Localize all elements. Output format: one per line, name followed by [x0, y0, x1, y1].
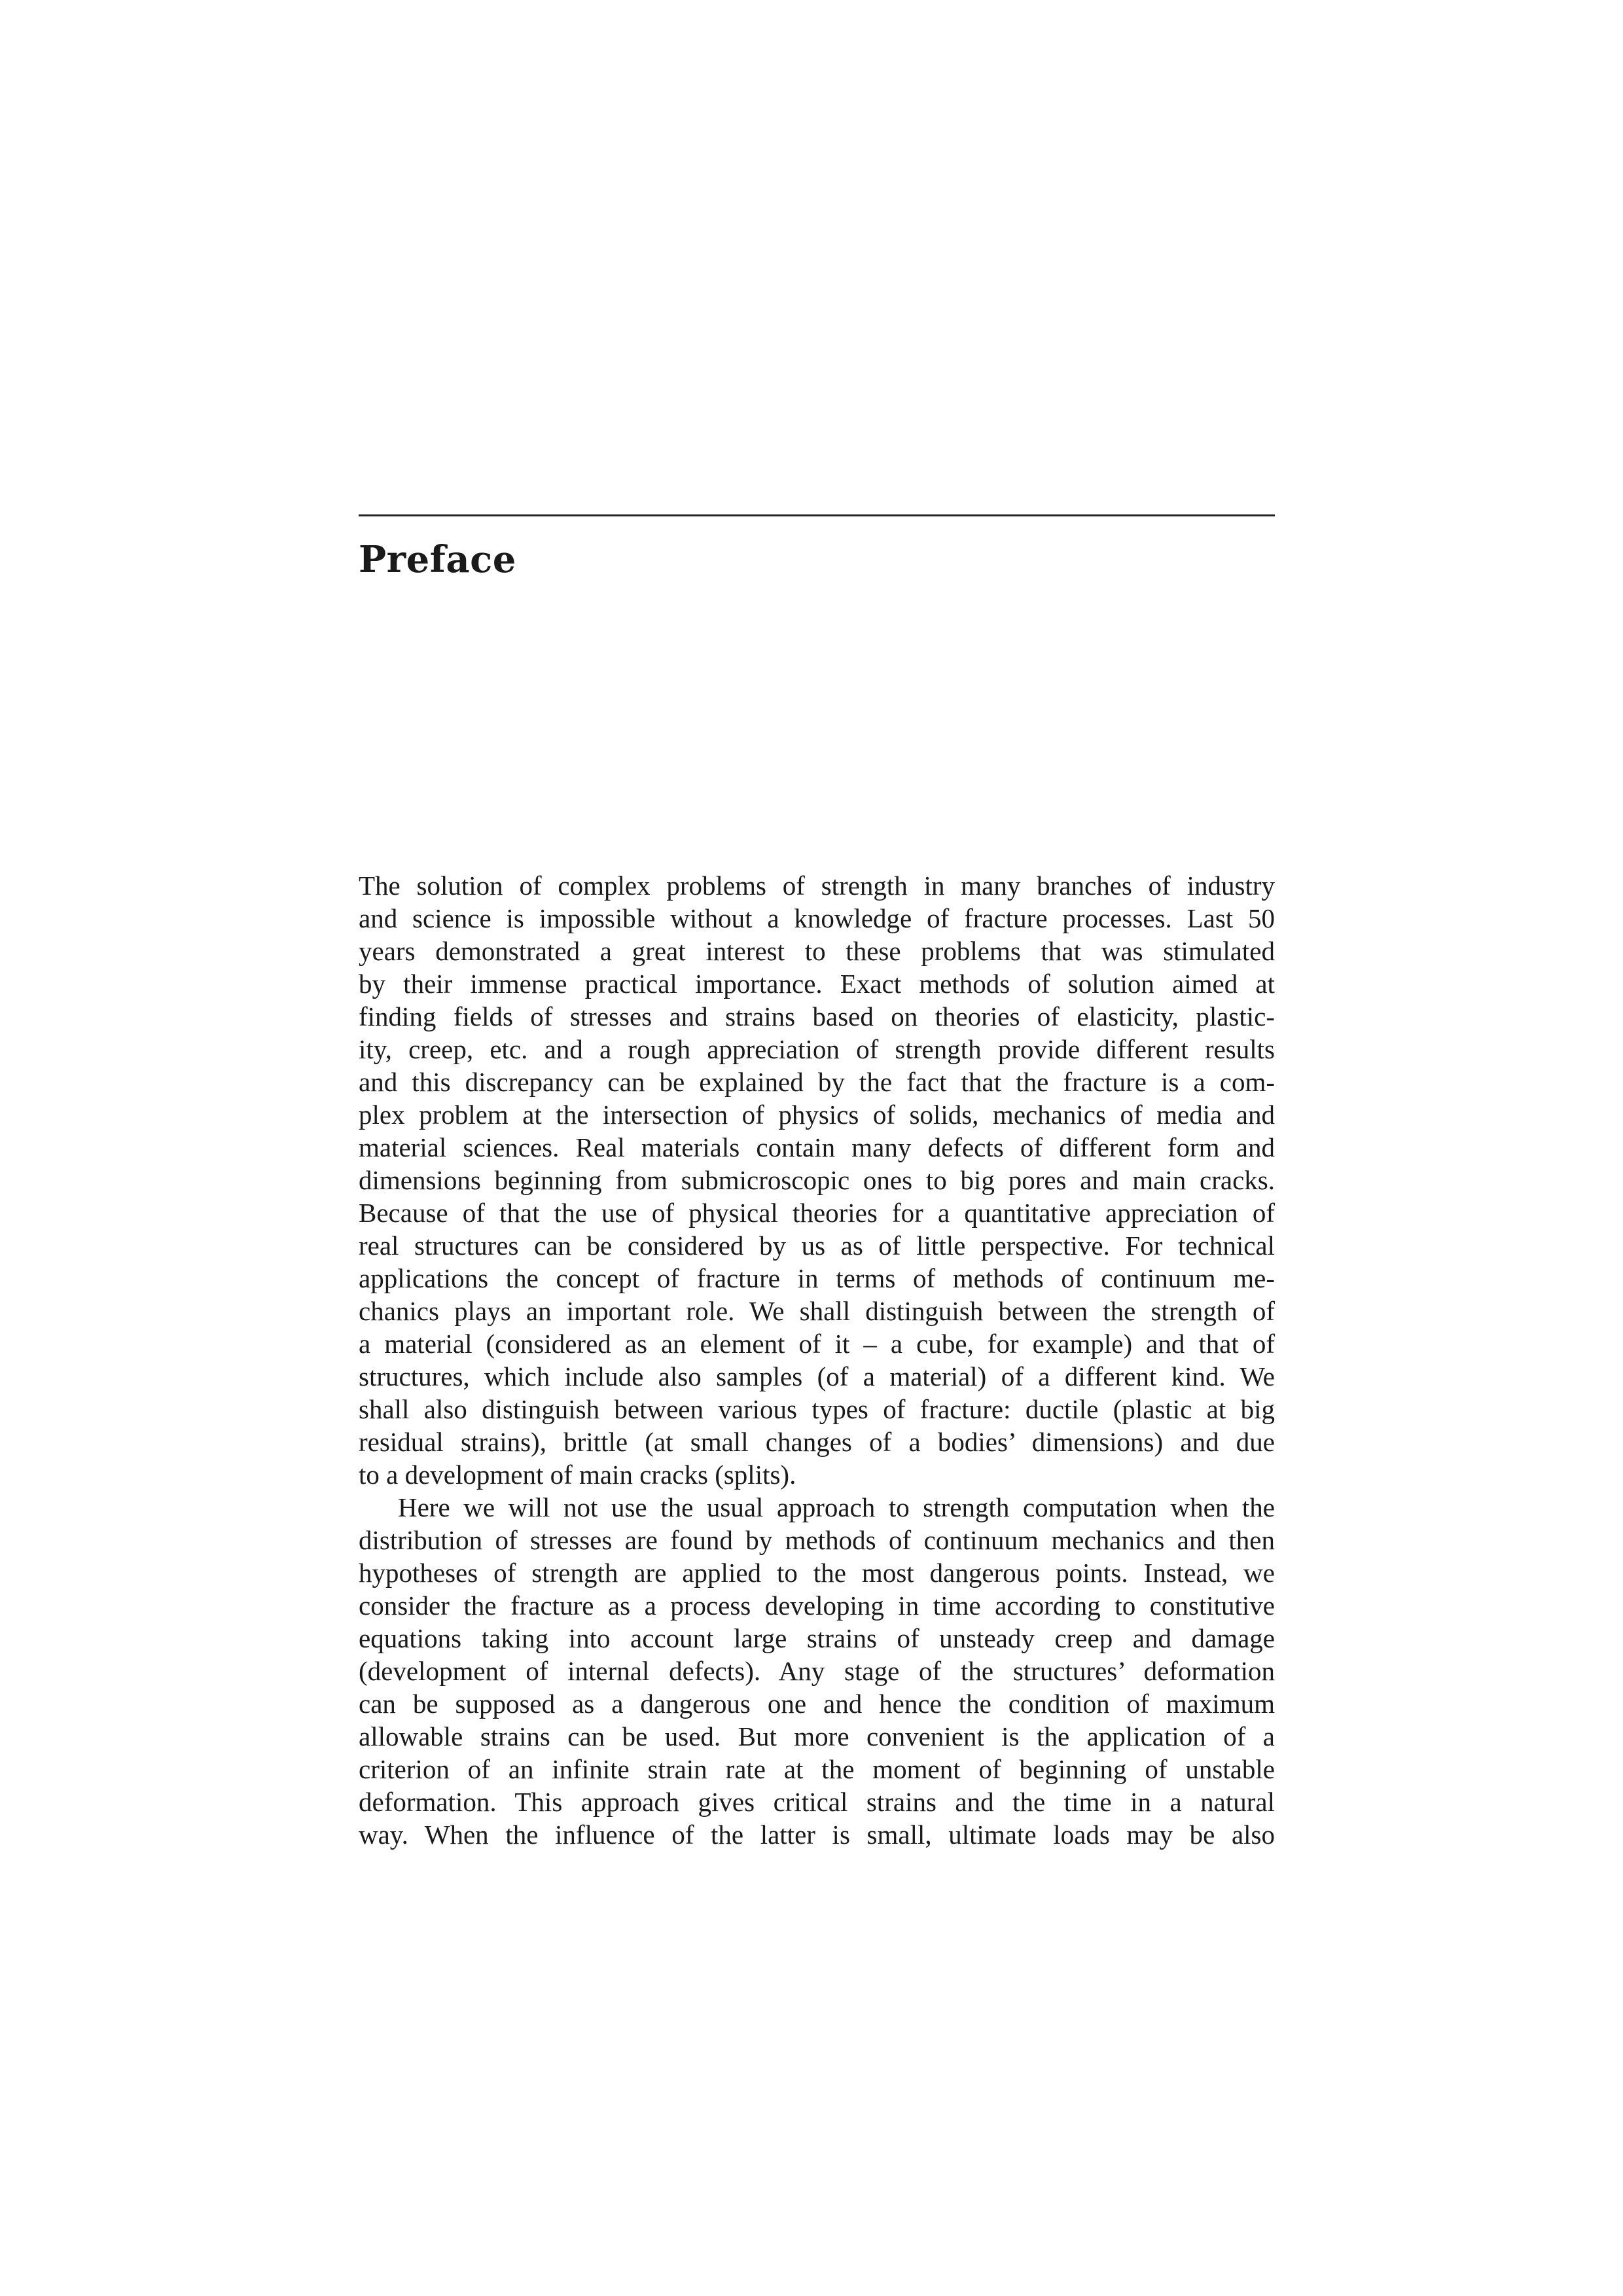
text-line: structures, which include also samples (of a material) of a different kind. We [359, 1361, 1275, 1391]
text-line: and this discrepancy can be explained by the fact that the fracture is a com- [359, 1067, 1275, 1097]
text-line: way. When the influence of the latter is small, ultimate loads may be also [359, 1820, 1275, 1850]
text-line: residual strains), brittle (at small changes of a bodies’ dimensions) and due [359, 1427, 1275, 1457]
page-title: Preface [359, 538, 516, 581]
text-line: real structures can be considered by us as of little perspective. For technical [359, 1230, 1275, 1261]
text-line: consider the fracture as a process developing in time according to constitutive [359, 1590, 1275, 1621]
text-line: Here we will not use the usual approach to strength computation when the [398, 1492, 1275, 1522]
text-line: ity, creep, etc. and a rough appreciation of strength provide different results [359, 1034, 1275, 1064]
text-line: criterion of an infinite strain rate at the moment of beginning of unstable [359, 1754, 1275, 1784]
text-line: can be supposed as a dangerous one and hence the condition of maximum [359, 1689, 1275, 1719]
text-line: material sciences. Real materials contain many defects of different form and [359, 1132, 1275, 1162]
text-line: deformation. This approach gives critical strains and the time in a natural [359, 1787, 1275, 1817]
text-line: hypotheses of strength are applied to the most dangerous points. Instead, we [359, 1558, 1275, 1588]
text-line: shall also distinguish between various types of fracture: ductile (plastic at big [359, 1394, 1275, 1424]
body-text [359, 869, 1275, 1851]
text-line: The solution of complex problems of strength in many branches of industry [359, 870, 1275, 901]
text-line: a material (considered as an element of it – a cube, for example) and that of [359, 1329, 1275, 1359]
text-line: (development of internal defects). Any stage of the structures’ deformation [359, 1656, 1275, 1686]
text-line: plex problem at the intersection of physics of solids, mechanics of media and [359, 1100, 1275, 1130]
text-line: equations taking into account large strains of unsteady creep and damage [359, 1623, 1275, 1653]
text-line: by their immense practical importance. Exact methods of solution aimed at [359, 969, 1275, 999]
text-line: years demonstrated a great interest to these problems that was stimulated [359, 936, 1275, 966]
text-line: allowable strains can be used. But more convenient is the application of a [359, 1721, 1275, 1751]
title-rule [359, 514, 1275, 516]
text-line: applications the concept of fracture in terms of methods of continuum me- [359, 1263, 1275, 1293]
text-line: chanics plays an important role. We shall distinguish between the strength of [359, 1296, 1275, 1326]
text-line: finding fields of stresses and strains based on theories of elasticity, plastic- [359, 1001, 1275, 1031]
text-line: and science is impossible without a knowledge of fracture processes. Last 50 [359, 903, 1275, 933]
text-line: distribution of stresses are found by methods of continuum mechanics and then [359, 1525, 1275, 1555]
text-line: Because of that the use of physical theories for a quantitative appreciation of [359, 1198, 1275, 1228]
text-line: to a development of main cracks (splits). [359, 1460, 796, 1490]
text-line: dimensions beginning from submicroscopic ones to big pores and main cracks. [359, 1165, 1275, 1195]
